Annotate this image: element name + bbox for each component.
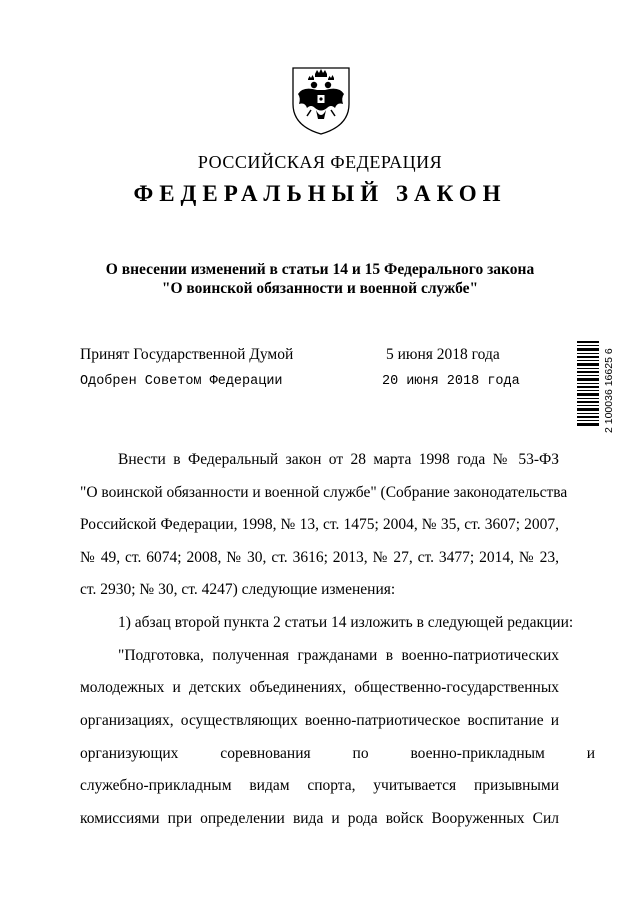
adoption-duma-label: Принят Государственной Думой — [80, 346, 294, 363]
body-line: № 49, ст. 6074; 2008, № 30, ст. 3616; 2013, № 27, ст. 3477; 2014, № 23, — [80, 549, 559, 566]
adoption-council-date: 20 июня 2018 года — [382, 374, 520, 389]
adoption-duma-row — [80, 346, 500, 364]
body-line: ст. 2930; № 30, ст. 4247) следующие изменения: — [80, 581, 396, 598]
document-title-line: "О воинской обязанности и военной службе" — [161, 280, 479, 297]
body-line: организациях, осуществляющих военно-патриотическое воспитание и — [80, 712, 559, 729]
document-title-line: О внесении изменений в статьи 14 и 15 Федерального закона — [105, 261, 535, 278]
document-type-heading: ФЕДЕРАЛЬНЫЙ ЗАКОН — [133, 181, 507, 206]
body-line: 1) абзац второй пункта 2 статьи 14 изложить в следующей редакции: — [118, 614, 574, 631]
body-line: "О воинской обязанности и военной службе" (Собрание законодательства — [80, 484, 568, 501]
state-emblem-icon — [289, 64, 353, 136]
adoption-council-label: Одобрен Советом Федерации — [80, 374, 283, 389]
barcode-number: 2 100036 16625 6 — [603, 348, 615, 433]
body-line: Внести в Федеральный закон от 28 марта 1998 года № 53-ФЗ — [118, 451, 559, 468]
body-line: служебно-прикладным видам спорта, учитывается призывными — [80, 777, 559, 794]
document-title — [0, 260, 640, 298]
body-line: "Подготовка, полученная гражданами в военно-патриотических — [118, 647, 559, 664]
adoption-council-row — [80, 374, 520, 389]
body-line: комиссиями при определении вида и рода войск Вооруженных Сил — [80, 810, 559, 827]
country-heading: РОССИЙСКАЯ ФЕДЕРАЦИЯ — [197, 152, 443, 172]
body-line: организующих соревнования по военно-прикладным и — [80, 745, 596, 762]
body-line: молодежных и детских объединениях, общественно-государственных — [80, 679, 559, 696]
body-line: Российской Федерации, 1998, № 13, ст. 1475; 2004, № 35, ст. 3607; 2007, — [80, 516, 559, 533]
barcode — [577, 341, 625, 426]
adoption-duma-date: 5 июня 2018 года — [386, 346, 500, 363]
